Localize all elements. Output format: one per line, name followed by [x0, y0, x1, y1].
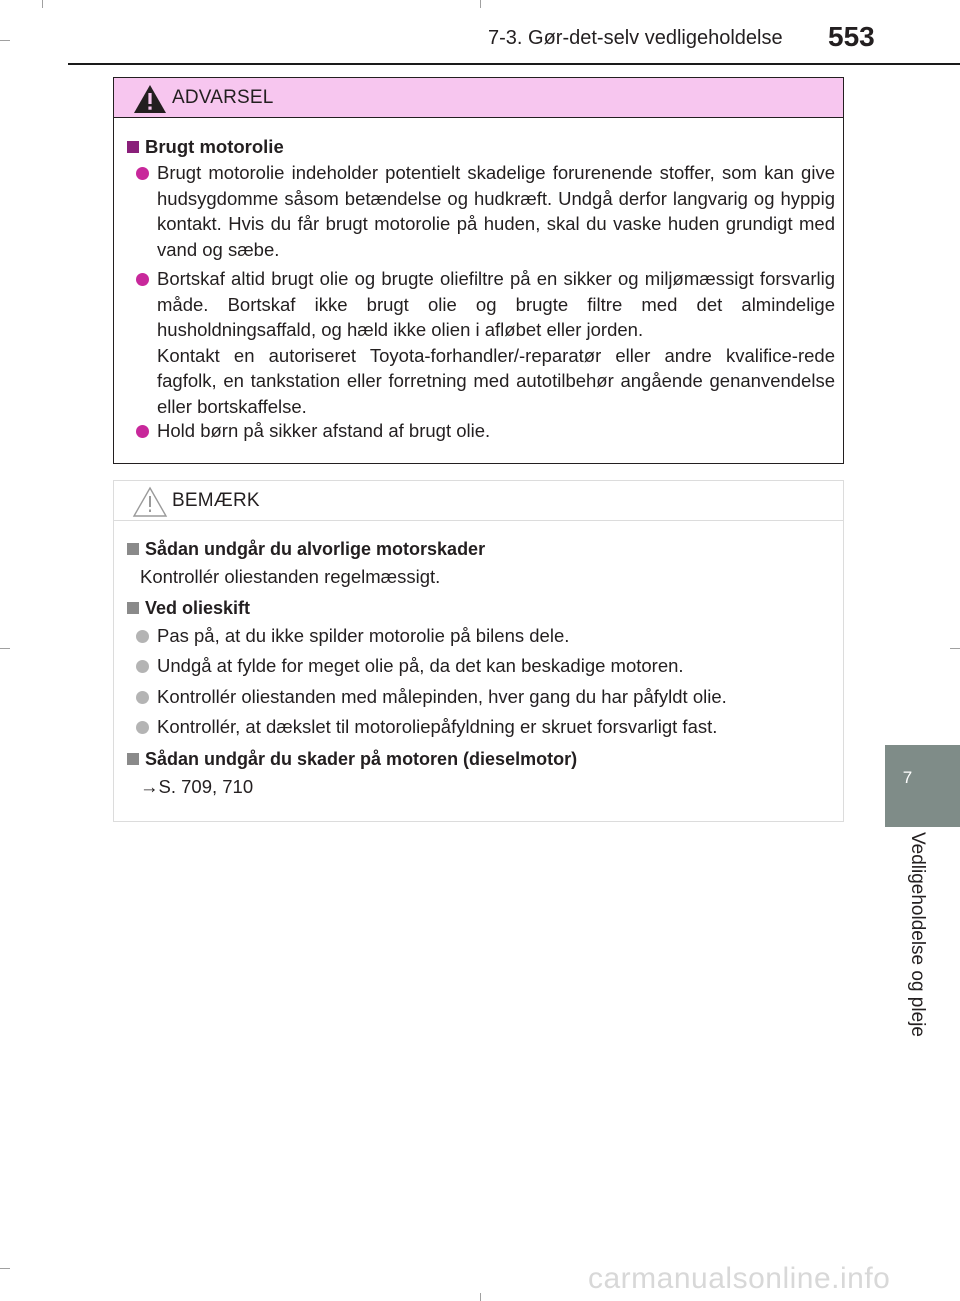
warning-bullet: Bortskaf altid brugt olie og brugte oliefiltre på en sikker og miljømæssigt forsvarlig måde. Bortskaf ikke brugt olie og brugte filtre med det almindelige husholdningsaffald, og hæld ikke olien i afløbet eller jorden. Kontakt en autoriseret Toyota-forhandler/-reparatør eller andre kvalifice-rede fagfolk, en tankstation eller forretning med autotilbehør angående genanvendelse eller bortskaffelse.: [136, 266, 835, 419]
bullet-dot-icon: [136, 630, 149, 643]
note-header: [114, 481, 843, 521]
note-text: Kontrollér oliestanden regelmæssigt.: [140, 566, 441, 587]
watermark: carmanualsonline.info: [588, 1262, 891, 1295]
chapter-label: Vedligeholdelse og pleje: [907, 832, 928, 1037]
note-heading: Sådan undgår du skader på motoren (dieselmotor): [127, 746, 577, 772]
crop-mark: [0, 1268, 10, 1269]
bullet-dot-icon: [136, 660, 149, 673]
crop-mark: [480, 0, 481, 8]
warning-bullet: Hold børn på sikker afstand af brugt olie.: [136, 418, 835, 444]
running-header-section: 7-3. Gør-det-selv vedligeholdelse: [488, 27, 783, 49]
crop-mark: [0, 648, 10, 649]
warning-bullet: Brugt motorolie indeholder potentielt skadelige forurenende stoffer, som kan give hudsygdomme såsom betændelse og hudkræft. Undgå derfor langvarig og hyppig kontakt. Hvis du får brugt motorolie på huden, skal du vaske huden grundigt med vand og sæbe.: [136, 160, 835, 262]
warning-title: ADVARSEL: [172, 87, 274, 108]
page-number: 553: [828, 21, 875, 52]
note-reference: →S. 709, 710: [140, 776, 254, 797]
note-bullet: Undgå at fylde for meget olie på, da det kan beskadige motoren.: [136, 653, 835, 679]
bullet-dot-icon: [136, 691, 149, 704]
crop-mark: [480, 1293, 481, 1301]
note-heading: Ved olieskift: [127, 595, 250, 621]
chapter-number: 7: [902, 768, 913, 787]
note-bullet: Pas på, at du ikke spilder motorolie på bilens dele.: [136, 623, 835, 649]
bullet-dot-icon: [136, 167, 149, 180]
section-square-icon: [127, 753, 139, 765]
section-square-icon: [127, 543, 139, 555]
crop-mark: [950, 648, 960, 649]
note-box: [113, 480, 844, 822]
header-rule: [68, 63, 960, 65]
warning-box: [113, 77, 844, 464]
caution-triangle-outline-icon: [132, 486, 168, 518]
bullet-dot-icon: [136, 273, 149, 286]
section-square-icon: [127, 141, 139, 153]
bullet-dot-icon: [136, 425, 149, 438]
note-bullet: Kontrollér, at dækslet til motoroliepåfyldning er skruet forsvarligt fast.: [136, 714, 835, 740]
warning-header: [114, 78, 843, 118]
warning-triangle-icon: [132, 83, 168, 115]
bullet-dot-icon: [136, 721, 149, 734]
crop-mark: [42, 0, 43, 8]
warning-heading: Brugt motorolie: [127, 134, 284, 160]
crop-mark: [0, 40, 10, 41]
section-square-icon: [127, 602, 139, 614]
note-title: BEMÆRK: [172, 490, 260, 511]
note-bullet: Kontrollér oliestanden med målepinden, hver gang du har påfyldt olie.: [136, 684, 835, 710]
note-heading: Sådan undgår du alvorlige motorskader: [127, 536, 485, 562]
